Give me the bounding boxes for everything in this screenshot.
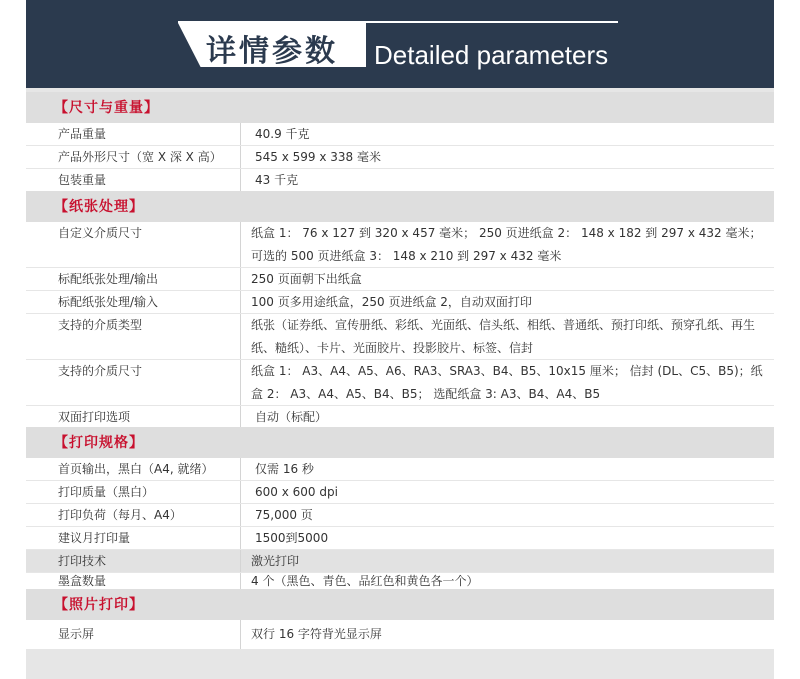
column-divider	[240, 268, 241, 290]
table-row	[26, 504, 774, 527]
table-row	[26, 123, 774, 146]
column-divider	[240, 123, 241, 145]
section-paper-handling	[26, 191, 774, 222]
banner-rule	[178, 21, 618, 23]
section-title: 【纸张处理】	[54, 199, 144, 215]
table-row	[26, 360, 774, 406]
column-divider	[240, 527, 241, 549]
spec-value: 仅需 16 秒	[255, 462, 314, 476]
spec-value: 75,000 页	[255, 508, 313, 522]
spec-value: 激光打印	[251, 554, 300, 568]
spec-key: 显示屏	[58, 627, 95, 641]
section-size-weight	[26, 92, 774, 123]
table-row	[26, 481, 774, 504]
spec-key: 打印负荷（每月、A4）	[58, 508, 182, 522]
section-title: 【尺寸与重量】	[54, 100, 159, 116]
section-photo-printing	[26, 589, 774, 620]
table-row	[26, 291, 774, 314]
spec-key: 支持的介质尺寸	[58, 364, 143, 378]
spec-value: 4 个（黑色、青色、品红色和黄色各一个）	[251, 574, 479, 588]
table-row	[26, 222, 774, 268]
spec-value: 545 x 599 x 338 毫米	[255, 150, 381, 164]
column-divider	[240, 360, 241, 405]
table-row	[26, 550, 774, 573]
column-divider	[240, 291, 241, 313]
spec-value: 1500到5000	[255, 531, 329, 545]
column-divider	[240, 222, 241, 267]
column-divider	[240, 573, 241, 590]
spec-key: 墨盒数量	[58, 574, 107, 588]
table-row	[26, 458, 774, 481]
section-title: 【照片打印】	[54, 597, 144, 613]
header-banner	[26, 0, 774, 88]
table-footer	[26, 649, 774, 679]
table-row	[26, 146, 774, 169]
spec-key: 自定义介质尺寸	[58, 226, 143, 240]
spec-key: 支持的介质类型	[58, 318, 143, 332]
table-row	[26, 620, 774, 650]
table-row	[26, 169, 774, 192]
spec-value: 自动（标配）	[255, 410, 328, 424]
spec-value: 纸张（证券纸、宣传册纸、彩纸、光面纸、信头纸、相纸、普通纸、预打印纸、预穿孔纸、再生纸、糙纸）、卡片、光面胶片、投影胶片、标签、信封	[251, 318, 756, 355]
spec-key: 包装重量	[58, 173, 107, 187]
spec-table	[26, 88, 774, 679]
column-divider	[240, 481, 241, 503]
column-divider	[240, 504, 241, 526]
column-divider	[240, 169, 241, 191]
spec-value: 600 x 600 dpi	[255, 485, 338, 499]
column-divider	[240, 314, 241, 359]
table-row	[26, 406, 774, 429]
spec-key: 标配纸张处理/输入	[58, 295, 159, 309]
spec-key: 产品重量	[58, 127, 107, 141]
spec-key: 标配纸张处理/输出	[58, 272, 159, 286]
column-divider	[240, 620, 241, 649]
spec-value: 100 页多用途纸盒，250 页进纸盒 2，自动双面打印	[251, 295, 532, 309]
section-title: 【打印规格】	[54, 435, 144, 451]
banner-title-en: Detailed parameters	[374, 40, 609, 70]
column-divider	[240, 406, 241, 428]
section-print-specs	[26, 427, 774, 458]
table-row	[26, 268, 774, 291]
spec-key: 产品外形尺寸（宽 X 深 X 高）	[58, 150, 222, 164]
spec-value: 43 千克	[255, 173, 299, 187]
spec-value: 双行 16 字符背光显示屏	[251, 627, 382, 641]
column-divider	[240, 458, 241, 480]
spec-key: 首页输出，黑白（A4, 就绪）	[58, 462, 214, 476]
spec-value: 纸盒 1： A3、A4、A5、A6、RA3、SRA3、B4、B5、10x15 厘米； 信封 (DL、C5、B5)；纸盒 2： A3、A4、A5、B4、B5； 选配纸盒 3: A3、B4、A4、B5	[251, 364, 763, 401]
table-row	[26, 527, 774, 550]
spec-value: 250 页面朝下出纸盒	[251, 272, 362, 286]
spec-key: 打印质量（黑白）	[58, 485, 155, 499]
spec-key: 双面打印选项	[58, 410, 131, 424]
spec-value: 40.9 千克	[255, 127, 310, 141]
table-row	[26, 314, 774, 360]
spec-key: 打印技术	[58, 554, 107, 568]
spec-key: 建议月打印量	[58, 531, 131, 545]
banner-title-zh: 详情参数	[206, 34, 338, 69]
spec-value: 纸盒 1： 76 x 127 到 320 x 457 毫米； 250 页进纸盒 2： 148 x 182 到 297 x 432 毫米； 可选的 500 页进纸盒 3： 148 x 210 到 297 x 432 毫米	[251, 226, 762, 263]
column-divider	[240, 550, 241, 572]
column-divider	[240, 146, 241, 168]
